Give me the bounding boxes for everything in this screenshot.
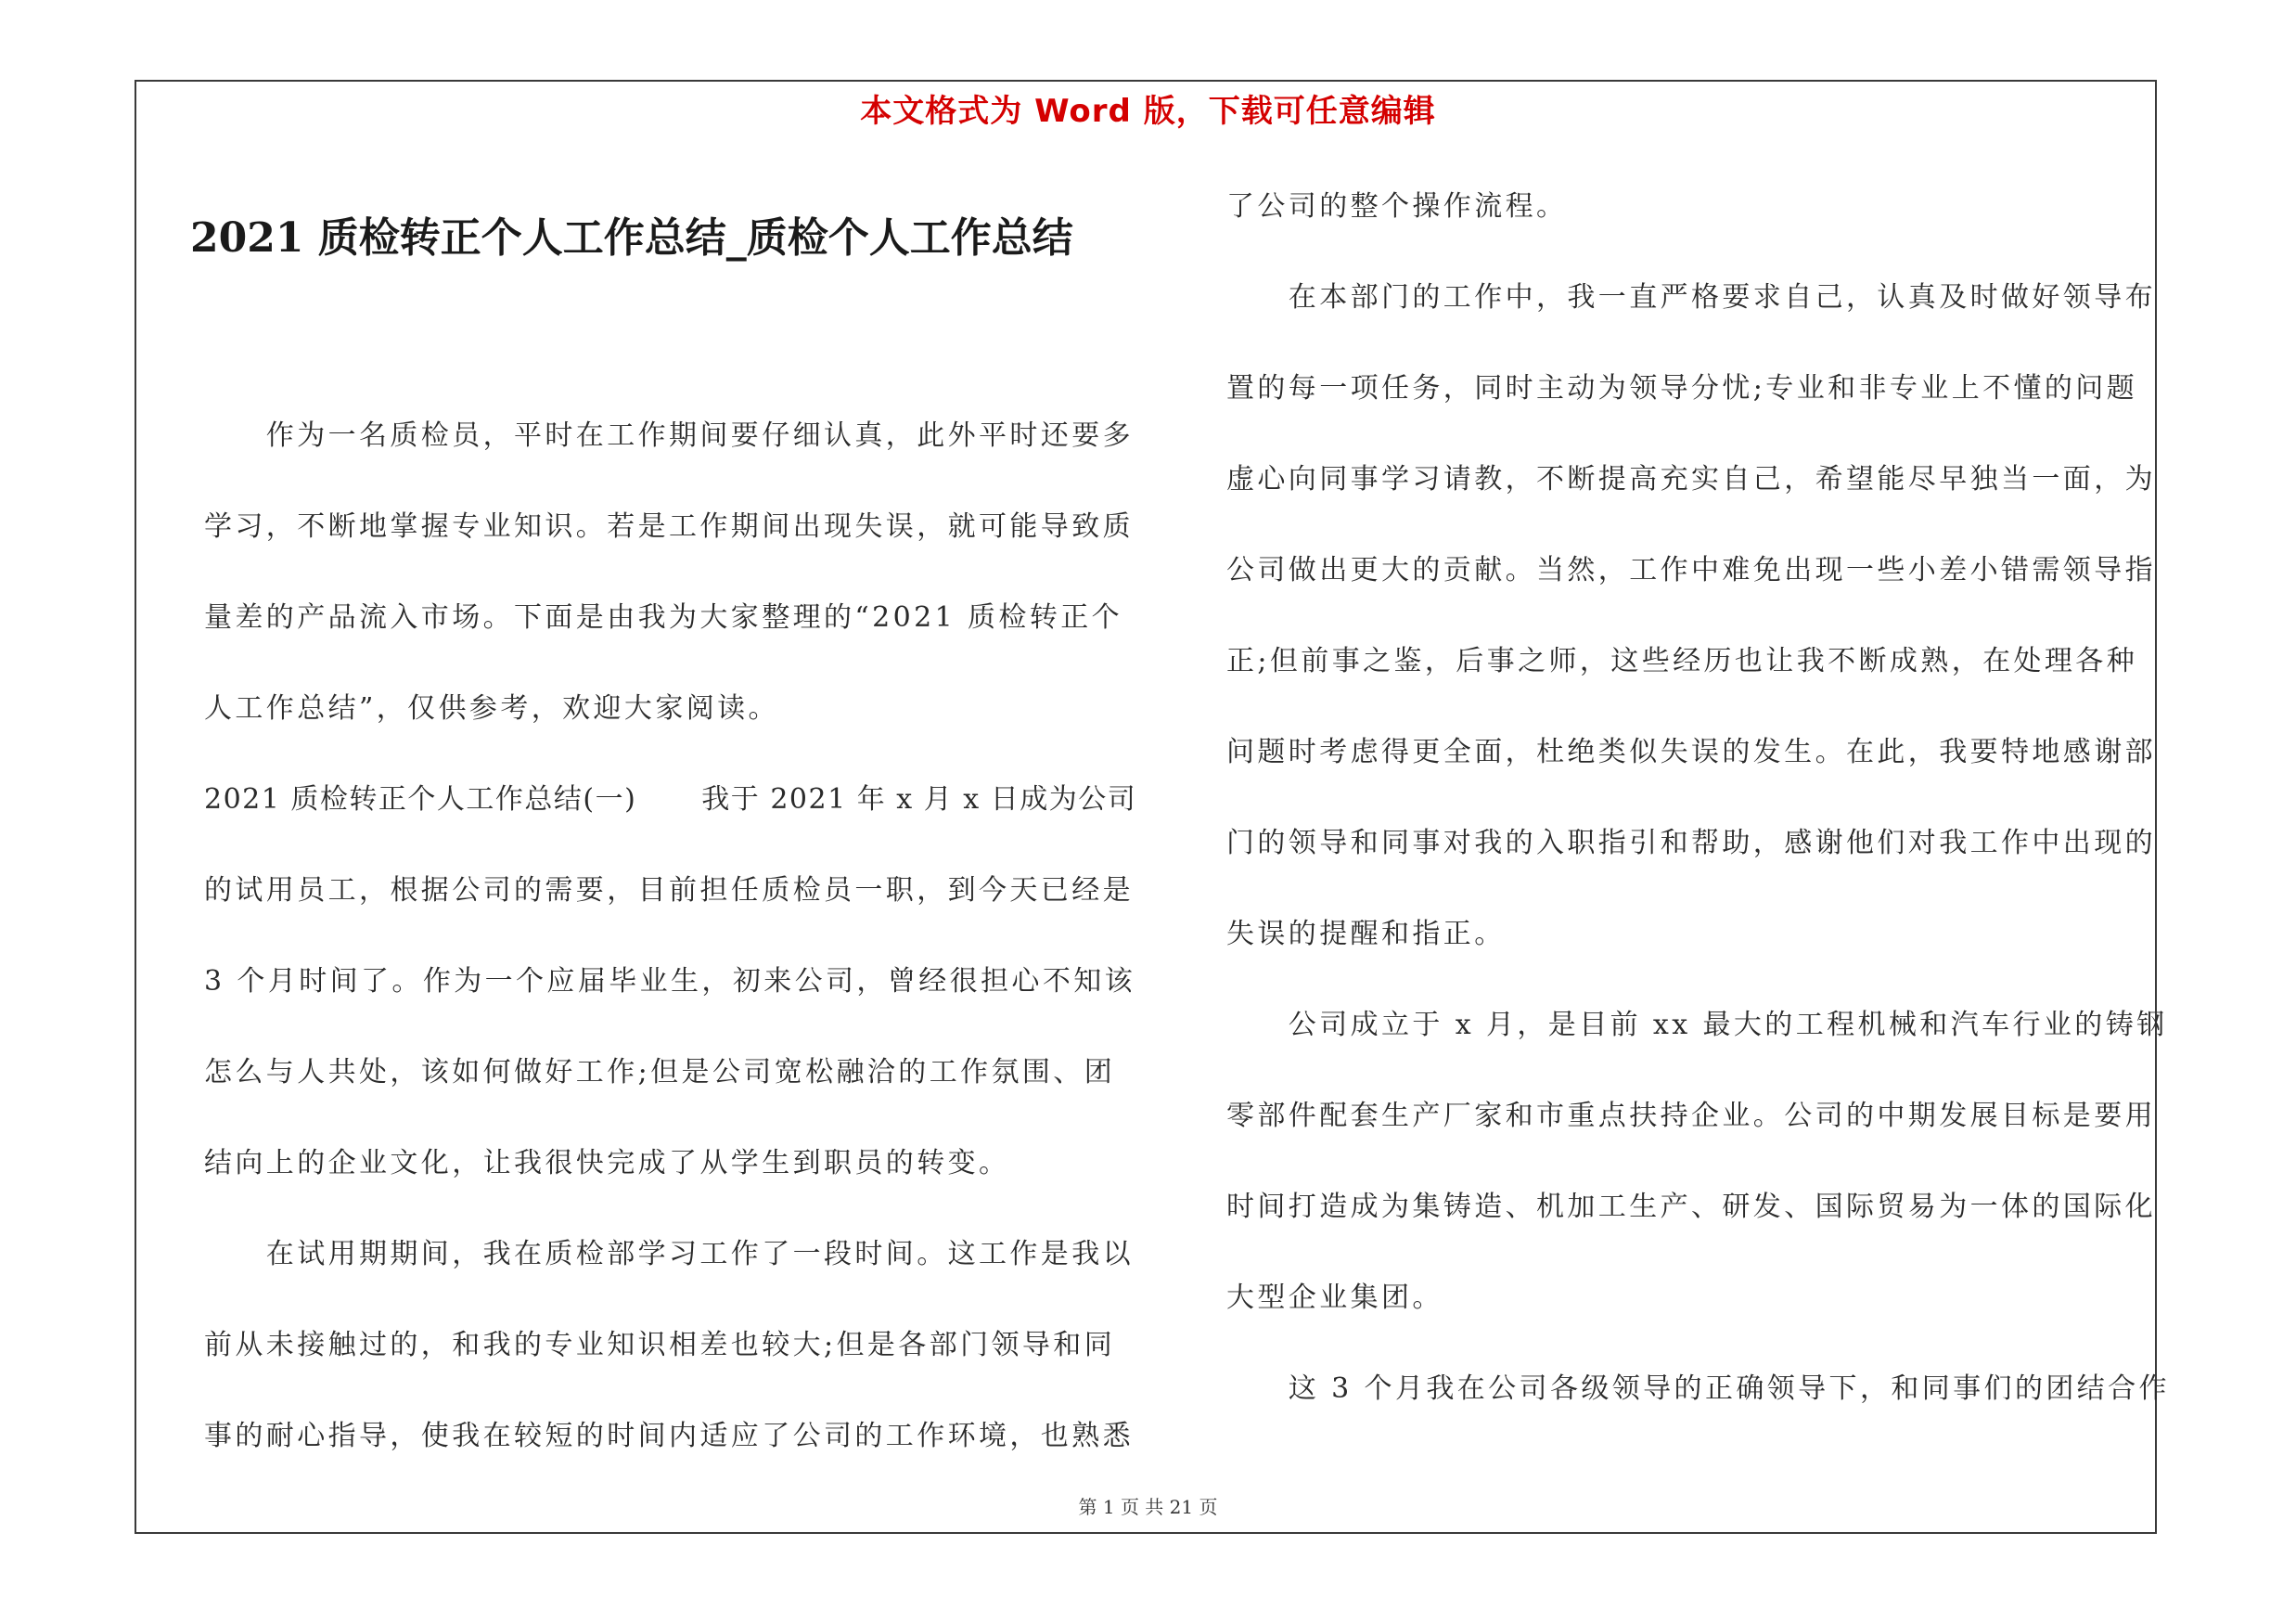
document-title: 2021 质检转正个人工作总结_质检个人工作总结 [190, 214, 1073, 262]
paragraph-line: 问题时考虑得更全面，杜绝类似失误的发生。在此，我要特地感谢部 [1226, 736, 2156, 768]
paragraph-line: 事的耐心指导，使我在较短的时间内适应了公司的工作环境，也熟悉 [204, 1420, 1134, 1452]
page-number: 第 1 页 共 21 页 [1078, 1496, 1218, 1518]
paragraph-line: 失误的提醒和指正。 [1226, 918, 1506, 950]
paragraph-line: 前从未接触过的，和我的专业知识相差也较大;但是各部门领导和同 [204, 1329, 1116, 1361]
paragraph-line: 怎么与人共处，该如何做好工作;但是公司宽松融洽的工作氛围、团 [204, 1056, 1116, 1088]
paragraph-line: 在试用期期间，我在质检部学习工作了一段时间。这工作是我以 [204, 1238, 1134, 1270]
format-banner: 本文格式为 Word 版，下载可任意编辑 [860, 93, 1436, 130]
paragraph-line: 了公司的整个操作流程。 [1226, 190, 1568, 223]
section-heading: 2021 质检转正个人工作总结(一) [204, 783, 637, 816]
paragraph-line: 量差的产品流入市场。下面是由我为大家整理的“2021 质检转正个 [204, 601, 1123, 634]
paragraph-line: 3 个月时间了。作为一个应届毕业生，初来公司，曾经很担心不知该 [204, 965, 1136, 998]
paragraph-line: 这 3 个月我在公司各级领导的正确领导下，和同事们的团结合作 [1226, 1372, 2170, 1405]
paragraph-line: 结向上的企业文化，让我很快完成了从学生到职员的转变。 [204, 1147, 1010, 1179]
paragraph-line: 的试用员工，根据公司的需要，目前担任质检员一职，到今天已经是 [204, 874, 1134, 907]
paragraph-line: 在本部门的工作中，我一直严格要求自己，认真及时做好领导布 [1226, 281, 2156, 314]
paragraph-line: 正;但前事之鉴，后事之师，这些经历也让我不断成熟，在处理各种 [1226, 645, 2138, 677]
paragraph-line: 学习，不断地掌握专业知识。若是工作期间出现失误，就可能导致质 [204, 510, 1134, 543]
paragraph-line: 人工作总结”，仅供参考，欢迎大家阅读。 [204, 692, 779, 725]
paragraph-line: 置的每一项任务，同时主动为领导分忧;专业和非专业上不懂的问题 [1226, 372, 2138, 405]
paragraph-line: 虚心向同事学习请教，不断提高充实自己，希望能尽早独当一面，为 [1226, 463, 2156, 496]
section-heading-line [204, 777, 1137, 868]
paragraph-line: 公司成立于 x 月，是目前 xx 最大的工程机械和汽车行业的铸钢 [1226, 1009, 2168, 1041]
paragraph-line: 时间打造成为集铸造、机加工生产、研发、国际贸易为一体的国际化 [1226, 1191, 2156, 1223]
left-column [204, 413, 1137, 1504]
paragraph-line: 零部件配套生产厂家和市重点扶持企业。公司的中期发展目标是要用 [1226, 1100, 2156, 1132]
paragraph-line: 大型企业集团。 [1226, 1282, 1443, 1314]
paragraph-line: 作为一名质检员，平时在工作期间要仔细认真，此外平时还要多 [204, 419, 1134, 452]
paragraph-start: 我于 2021 年 x 月 x 日成为公司 [701, 783, 1137, 816]
paragraph-line: 门的领导和同事对我的入职指引和帮助，感谢他们对我工作中出现的 [1226, 827, 2156, 859]
paragraph-line: 公司做出更大的贡献。当然，工作中难免出现一些小差小错需领导指 [1226, 554, 2156, 586]
right-column [1226, 184, 2170, 1457]
